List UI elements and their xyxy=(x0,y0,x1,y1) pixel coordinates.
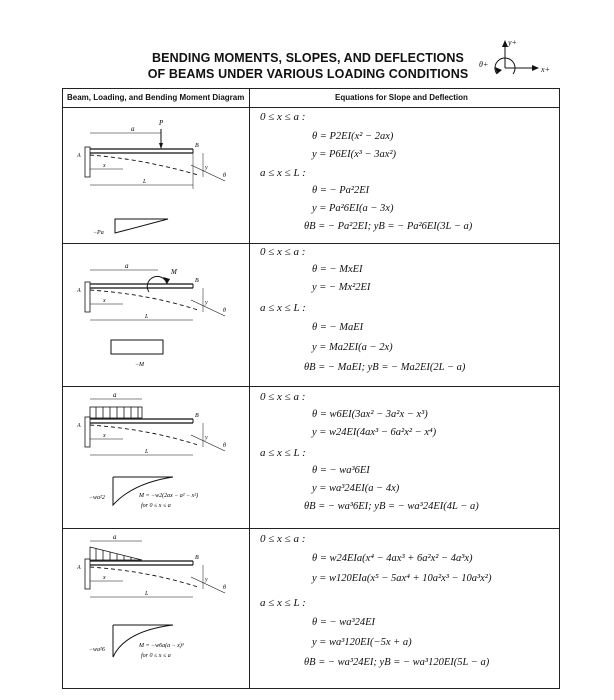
moment-range: for 0 ≤ x ≤ a xyxy=(141,653,171,659)
moment-equation: M = −w2(2ax − a² − x²) xyxy=(139,493,199,499)
end-values: θB = − Pa²2EI; yB = − Pa²6EI(3L − a) xyxy=(304,221,473,232)
range-condition: a ≤ x ≤ L : xyxy=(260,447,306,459)
range-condition: a ≤ x ≤ L : xyxy=(260,302,306,314)
slope-equation: θ = − Pa²2EI xyxy=(312,185,370,196)
table-header xyxy=(63,89,559,108)
range-condition: a ≤ x ≤ L : xyxy=(260,167,306,179)
slope-thetaB: θ xyxy=(223,443,226,449)
coord-x: x xyxy=(103,433,106,439)
dim-a: a xyxy=(131,125,135,133)
formula-table xyxy=(62,88,560,689)
title-line-1: BENDING MOMENTS, SLOPES, AND DEFLECTIONS xyxy=(152,51,464,65)
slope-equation: θ = P2EI(x² − 2ax) xyxy=(312,131,394,142)
slope-equation: θ = w6EI(3ax² − 3a²x − x³) xyxy=(312,409,428,420)
axes-icon xyxy=(475,38,565,88)
moment-value: −M xyxy=(135,362,145,368)
beam-diagram-couple xyxy=(63,244,249,386)
col1-header: Beam, Loading, and Bending Moment Diagram xyxy=(67,93,245,102)
x-axis-label: x+ xyxy=(541,65,550,74)
moment-equation: M = −w6a(a − x)³ xyxy=(139,643,184,649)
length-L: L xyxy=(145,449,149,455)
length-L: L xyxy=(143,179,147,185)
coord-x: x xyxy=(103,575,106,581)
range-condition: 0 ≤ x ≤ a : xyxy=(260,246,306,258)
range-condition: 0 ≤ x ≤ a : xyxy=(260,111,306,123)
dim-a: a xyxy=(113,533,117,541)
col2-header: Equations for Slope and Deflection xyxy=(335,93,468,102)
support-A: A xyxy=(77,153,81,159)
beam-diagram-point-load xyxy=(63,107,249,243)
slope-thetaB: θ xyxy=(223,173,226,179)
deflection-yB: y xyxy=(205,165,208,171)
moment-value: −Pa xyxy=(93,230,104,236)
end-B: B xyxy=(195,278,199,284)
deflection-equation: y = w120EIa(x⁵ − 5ax⁴ + 10a²x³ − 10a³x²) xyxy=(312,573,492,584)
table-row-couple xyxy=(63,244,559,386)
deflection-equation: y = w24EI(4ax³ − 6a²x² − x⁴) xyxy=(312,427,437,438)
coord-x: x xyxy=(103,298,106,304)
end-values: θB = − MaEI; yB = − Ma2EI(2L − a) xyxy=(304,362,466,373)
support-A: A xyxy=(77,565,81,571)
end-B: B xyxy=(195,413,199,419)
dim-a: a xyxy=(113,391,117,399)
slope-equation: θ = − wa³6EI xyxy=(312,465,370,476)
deflection-yB: y xyxy=(205,577,208,583)
slope-equation: θ = − MaEI xyxy=(312,322,364,333)
end-values: θB = − wa³6EI; yB = − wa³24EI(4L − a) xyxy=(304,501,479,512)
table-row-uniform-load xyxy=(63,387,559,528)
title-line-2: OF BEAMS UNDER VARIOUS LOADING CONDITIONS xyxy=(147,67,469,81)
deflection-equation: y = wa³120EI(−5x + a) xyxy=(312,637,412,648)
moment-value: −wa²6 xyxy=(89,647,105,653)
deflection-yB: y xyxy=(205,300,208,306)
table-row-triangular-load xyxy=(63,529,559,689)
range-condition: a ≤ x ≤ L : xyxy=(260,597,306,609)
length-L: L xyxy=(145,314,149,320)
deflection-equation: y = Pa²6EI(a − 3x) xyxy=(312,203,394,214)
y-axis-label: y+ xyxy=(508,38,517,47)
end-values: θB = − wa³24EI; yB = − wa³120EI(5L − a) xyxy=(304,657,490,668)
moment-value: −wa²2 xyxy=(89,495,105,501)
slope-thetaB: θ xyxy=(223,585,226,591)
sign-convention-axes xyxy=(475,38,565,88)
slope-equation: θ = − wa³24EI xyxy=(312,617,376,628)
beam-diagram-triangular-load xyxy=(63,529,249,689)
support-A: A xyxy=(77,288,81,294)
dim-a: a xyxy=(125,262,129,270)
table-row-point-load xyxy=(63,107,559,243)
beam-diagram-uniform-load xyxy=(63,387,249,528)
end-B: B xyxy=(195,143,199,149)
couple-M: M xyxy=(171,268,177,276)
length-L: L xyxy=(145,591,149,597)
range-condition: 0 ≤ x ≤ a : xyxy=(260,533,306,545)
slope-thetaB: θ xyxy=(223,308,226,314)
end-B: B xyxy=(195,555,199,561)
deflection-equation: y = wa³24EI(a − 4x) xyxy=(312,483,400,494)
slope-equation: θ = − MxEI xyxy=(312,264,363,275)
load-P: P xyxy=(159,119,164,127)
deflection-equation: y = − Mx²2EI xyxy=(312,282,371,293)
deflection-equation: y = P6EI(x³ − 3ax²) xyxy=(312,149,397,160)
theta-label: θ+ xyxy=(479,60,489,69)
slope-equation: θ = w24EIa(x⁴ − 4ax³ + 6a²x² − 4a³x) xyxy=(312,553,473,564)
deflection-yB: y xyxy=(205,435,208,441)
support-A: A xyxy=(77,423,81,429)
deflection-equation: y = Ma2EI(a − 2x) xyxy=(312,342,393,353)
range-condition: 0 ≤ x ≤ a : xyxy=(260,391,306,403)
coord-x: x xyxy=(103,163,106,169)
moment-range: for 0 ≤ x ≤ a xyxy=(141,503,171,509)
